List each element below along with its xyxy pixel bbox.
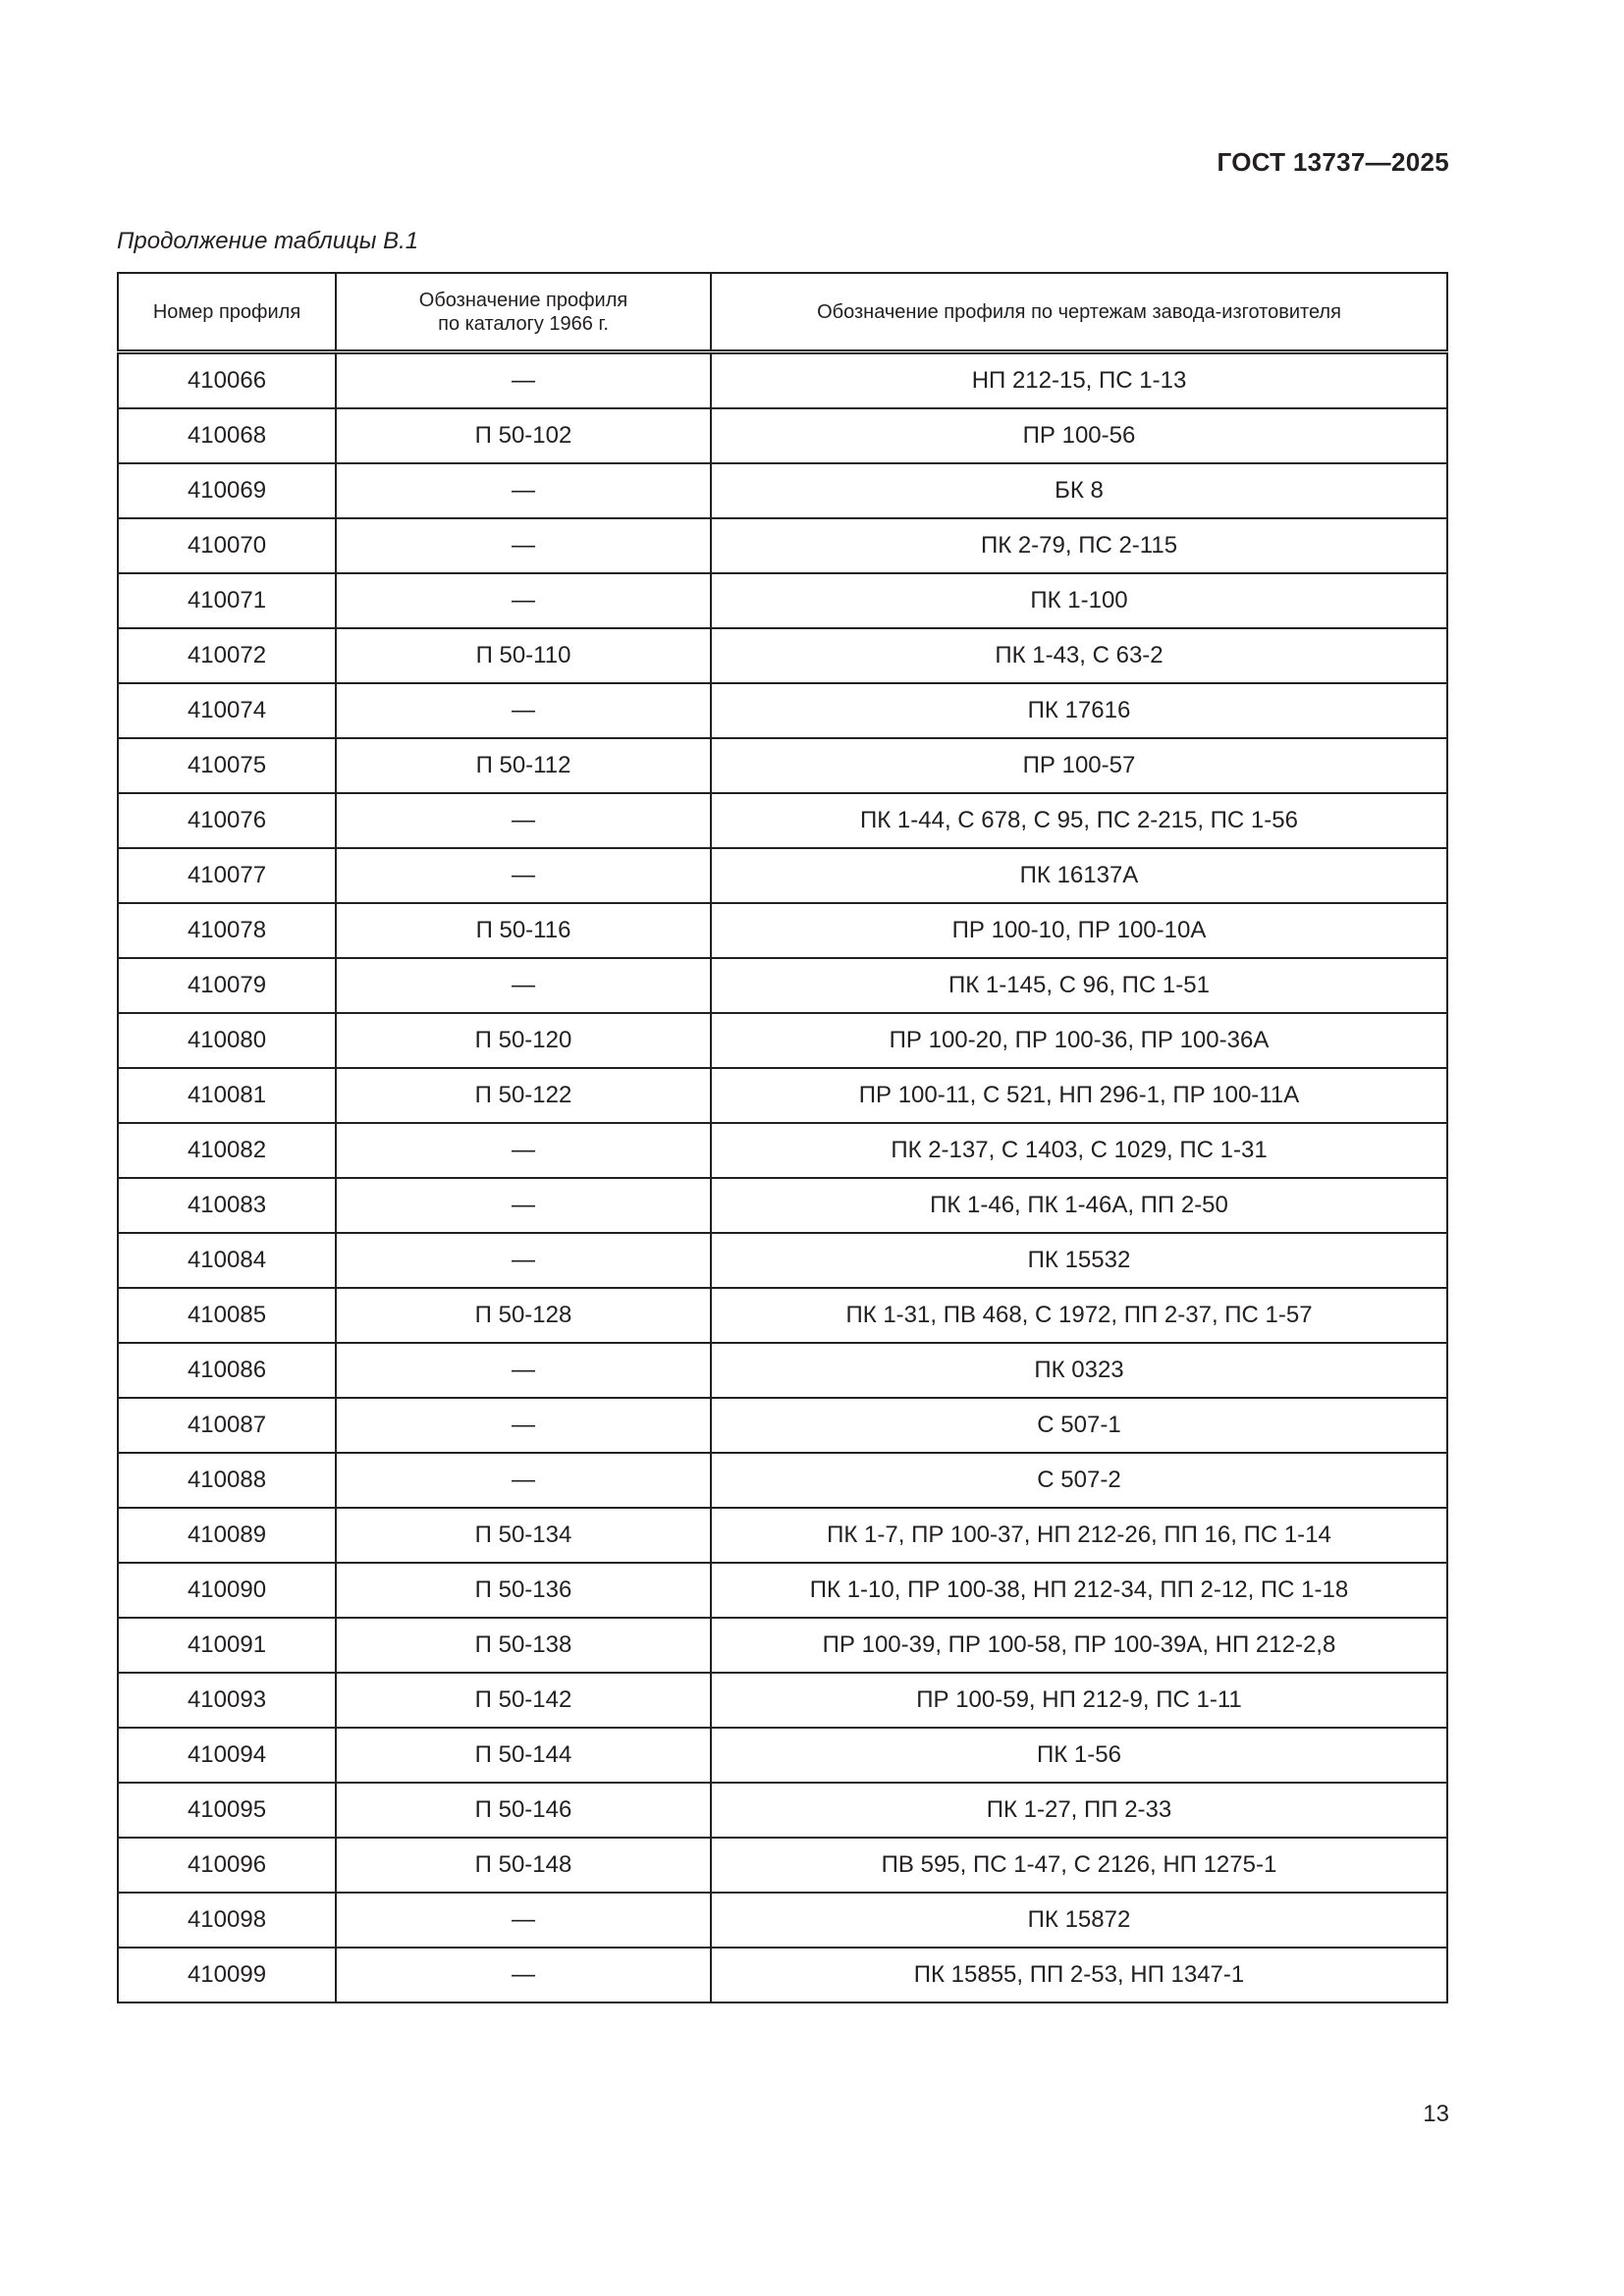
cell-factory-designation: ПК 1-44, С 678, С 95, ПС 2-215, ПС 1-56 <box>711 793 1447 848</box>
cell-catalog-designation: П 50-116 <box>336 903 711 958</box>
cell-catalog-designation: П 50-142 <box>336 1673 711 1728</box>
cell-profile-number: 410099 <box>118 1948 336 2002</box>
table-body <box>118 352 1447 2003</box>
cell-catalog-designation: — <box>336 1893 711 1948</box>
cell-profile-number: 410089 <box>118 1508 336 1563</box>
table-row <box>118 1398 1447 1453</box>
cell-catalog-designation: — <box>336 518 711 573</box>
cell-catalog-designation: — <box>336 1123 711 1178</box>
cell-catalog-designation: П 50-134 <box>336 1508 711 1563</box>
cell-catalog-designation: — <box>336 352 711 409</box>
table-row <box>118 958 1447 1013</box>
table-row <box>118 903 1447 958</box>
cell-factory-designation: ПК 15872 <box>711 1893 1447 1948</box>
column-header-factory-designation: Обозначение профиля по чертежам завода-изготовителя <box>711 273 1447 352</box>
cell-catalog-designation: — <box>336 958 711 1013</box>
table-row <box>118 628 1447 683</box>
catalog-header-line-1: Обозначение профиля <box>418 289 628 311</box>
cell-factory-designation: ПР 100-59, НП 212-9, ПС 1-11 <box>711 1673 1447 1728</box>
cell-factory-designation: ПК 1-145, С 96, ПС 1-51 <box>711 958 1447 1013</box>
cell-factory-designation: ПР 100-20, ПР 100-36, ПР 100-36А <box>711 1013 1447 1068</box>
cell-factory-designation: ПК 1-27, ПП 2-33 <box>711 1783 1447 1838</box>
table-row <box>118 738 1447 793</box>
table-row <box>118 463 1447 518</box>
cell-factory-designation: ПК 1-100 <box>711 573 1447 628</box>
table-row <box>118 518 1447 573</box>
cell-factory-designation: ПК 1-56 <box>711 1728 1447 1783</box>
table-row <box>118 1178 1447 1233</box>
cell-factory-designation: ПК 15855, ПП 2-53, НП 1347-1 <box>711 1948 1447 2002</box>
cell-profile-number: 410077 <box>118 848 336 903</box>
table-row <box>118 683 1447 738</box>
table-row <box>118 1673 1447 1728</box>
cell-profile-number: 410071 <box>118 573 336 628</box>
cell-catalog-designation: П 50-122 <box>336 1068 711 1123</box>
cell-factory-designation: ПК 1-7, ПР 100-37, НП 212-26, ПП 16, ПС 1-14 <box>711 1508 1447 1563</box>
catalog-header-line-2: по каталогу 1966 г. <box>438 312 609 335</box>
cell-factory-designation: ПК 15532 <box>711 1233 1447 1288</box>
cell-profile-number: 410098 <box>118 1893 336 1948</box>
table-row <box>118 1563 1447 1618</box>
cell-profile-number: 410081 <box>118 1068 336 1123</box>
cell-profile-number: 410072 <box>118 628 336 683</box>
cell-profile-number: 410083 <box>118 1178 336 1233</box>
cell-profile-number: 410090 <box>118 1563 336 1618</box>
cell-profile-number: 410078 <box>118 903 336 958</box>
cell-catalog-designation: — <box>336 1453 711 1508</box>
page-number: 13 <box>1423 2101 1449 2127</box>
cell-catalog-designation: П 50-120 <box>336 1013 711 1068</box>
cell-profile-number: 410084 <box>118 1233 336 1288</box>
cell-profile-number: 410088 <box>118 1453 336 1508</box>
cell-profile-number: 410079 <box>118 958 336 1013</box>
table-row <box>118 1893 1447 1948</box>
cell-profile-number: 410066 <box>118 352 336 409</box>
cell-factory-designation: ПР 100-39, ПР 100-58, ПР 100-39А, НП 212-2,8 <box>711 1618 1447 1673</box>
cell-catalog-designation: — <box>336 1948 711 2002</box>
cell-catalog-designation: П 50-138 <box>336 1618 711 1673</box>
cell-profile-number: 410095 <box>118 1783 336 1838</box>
cell-profile-number: 410076 <box>118 793 336 848</box>
cell-factory-designation: ПР 100-11, С 521, НП 296-1, ПР 100-11А <box>711 1068 1447 1123</box>
cell-catalog-designation: — <box>336 848 711 903</box>
cell-factory-designation: ПК 1-31, ПВ 468, С 1972, ПП 2-37, ПС 1-57 <box>711 1288 1447 1343</box>
cell-catalog-designation: — <box>336 793 711 848</box>
cell-factory-designation: ПК 1-43, С 63-2 <box>711 628 1447 683</box>
cell-factory-designation: БК 8 <box>711 463 1447 518</box>
cell-catalog-designation: — <box>336 1233 711 1288</box>
cell-profile-number: 410082 <box>118 1123 336 1178</box>
cell-factory-designation: С 507-2 <box>711 1453 1447 1508</box>
cell-factory-designation: ПР 100-56 <box>711 408 1447 463</box>
cell-factory-designation: ПК 1-10, ПР 100-38, НП 212-34, ПП 2-12, ПС 1-18 <box>711 1563 1447 1618</box>
cell-factory-designation: ПК 1-46, ПК 1-46А, ПП 2-50 <box>711 1178 1447 1233</box>
table-row <box>118 1013 1447 1068</box>
table-row <box>118 1453 1447 1508</box>
cell-profile-number: 410075 <box>118 738 336 793</box>
cell-profile-number: 410087 <box>118 1398 336 1453</box>
cell-catalog-designation: П 50-144 <box>336 1728 711 1783</box>
cell-catalog-designation: — <box>336 1343 711 1398</box>
column-header-catalog-designation <box>336 273 711 352</box>
cell-profile-number: 410086 <box>118 1343 336 1398</box>
cell-catalog-designation: П 50-146 <box>336 1783 711 1838</box>
cell-catalog-designation: П 50-102 <box>336 408 711 463</box>
table-row <box>118 408 1447 463</box>
table-row <box>118 1948 1447 2002</box>
cell-catalog-designation: — <box>336 463 711 518</box>
cell-profile-number: 410070 <box>118 518 336 573</box>
cell-profile-number: 410093 <box>118 1673 336 1728</box>
cell-catalog-designation: П 50-112 <box>336 738 711 793</box>
table-row <box>118 1838 1447 1893</box>
cell-catalog-designation: П 50-148 <box>336 1838 711 1893</box>
table-row <box>118 352 1447 409</box>
cell-profile-number: 410094 <box>118 1728 336 1783</box>
cell-profile-number: 410080 <box>118 1013 336 1068</box>
cell-profile-number: 410068 <box>118 408 336 463</box>
cell-profile-number: 410096 <box>118 1838 336 1893</box>
table-caption: Продолжение таблицы В.1 <box>117 228 419 254</box>
table-row <box>118 1783 1447 1838</box>
table-row <box>118 1618 1447 1673</box>
table-row <box>118 1728 1447 1783</box>
cell-catalog-designation: П 50-136 <box>336 1563 711 1618</box>
table-row <box>118 573 1447 628</box>
cell-factory-designation: ПК 2-79, ПС 2-115 <box>711 518 1447 573</box>
cell-factory-designation: С 507-1 <box>711 1398 1447 1453</box>
table-row <box>118 1288 1447 1343</box>
table-header-row <box>118 273 1447 352</box>
cell-profile-number: 410085 <box>118 1288 336 1343</box>
cell-factory-designation: ПК 0323 <box>711 1343 1447 1398</box>
cell-profile-number: 410069 <box>118 463 336 518</box>
table-row <box>118 1123 1447 1178</box>
cell-catalog-designation: — <box>336 1178 711 1233</box>
column-header-profile-number: Номер профиля <box>118 273 336 352</box>
cell-catalog-designation: П 50-128 <box>336 1288 711 1343</box>
profile-designation-table <box>117 272 1448 2003</box>
table-row <box>118 1233 1447 1288</box>
table-row <box>118 1343 1447 1398</box>
cell-catalog-designation: — <box>336 1398 711 1453</box>
cell-profile-number: 410074 <box>118 683 336 738</box>
cell-catalog-designation: — <box>336 573 711 628</box>
cell-factory-designation: ПР 100-57 <box>711 738 1447 793</box>
table-row <box>118 1068 1447 1123</box>
table-row <box>118 848 1447 903</box>
cell-profile-number: 410091 <box>118 1618 336 1673</box>
cell-factory-designation: ПК 2-137, С 1403, С 1029, ПС 1-31 <box>711 1123 1447 1178</box>
cell-factory-designation: НП 212-15, ПС 1-13 <box>711 352 1447 409</box>
cell-factory-designation: ПК 16137А <box>711 848 1447 903</box>
table-row <box>118 1508 1447 1563</box>
cell-factory-designation: ПВ 595, ПС 1-47, С 2126, НП 1275-1 <box>711 1838 1447 1893</box>
table-row <box>118 793 1447 848</box>
cell-factory-designation: ПР 100-10, ПР 100-10А <box>711 903 1447 958</box>
cell-catalog-designation: — <box>336 683 711 738</box>
cell-factory-designation: ПК 17616 <box>711 683 1447 738</box>
document-standard-header: ГОСТ 13737—2025 <box>1217 147 1449 177</box>
cell-catalog-designation: П 50-110 <box>336 628 711 683</box>
